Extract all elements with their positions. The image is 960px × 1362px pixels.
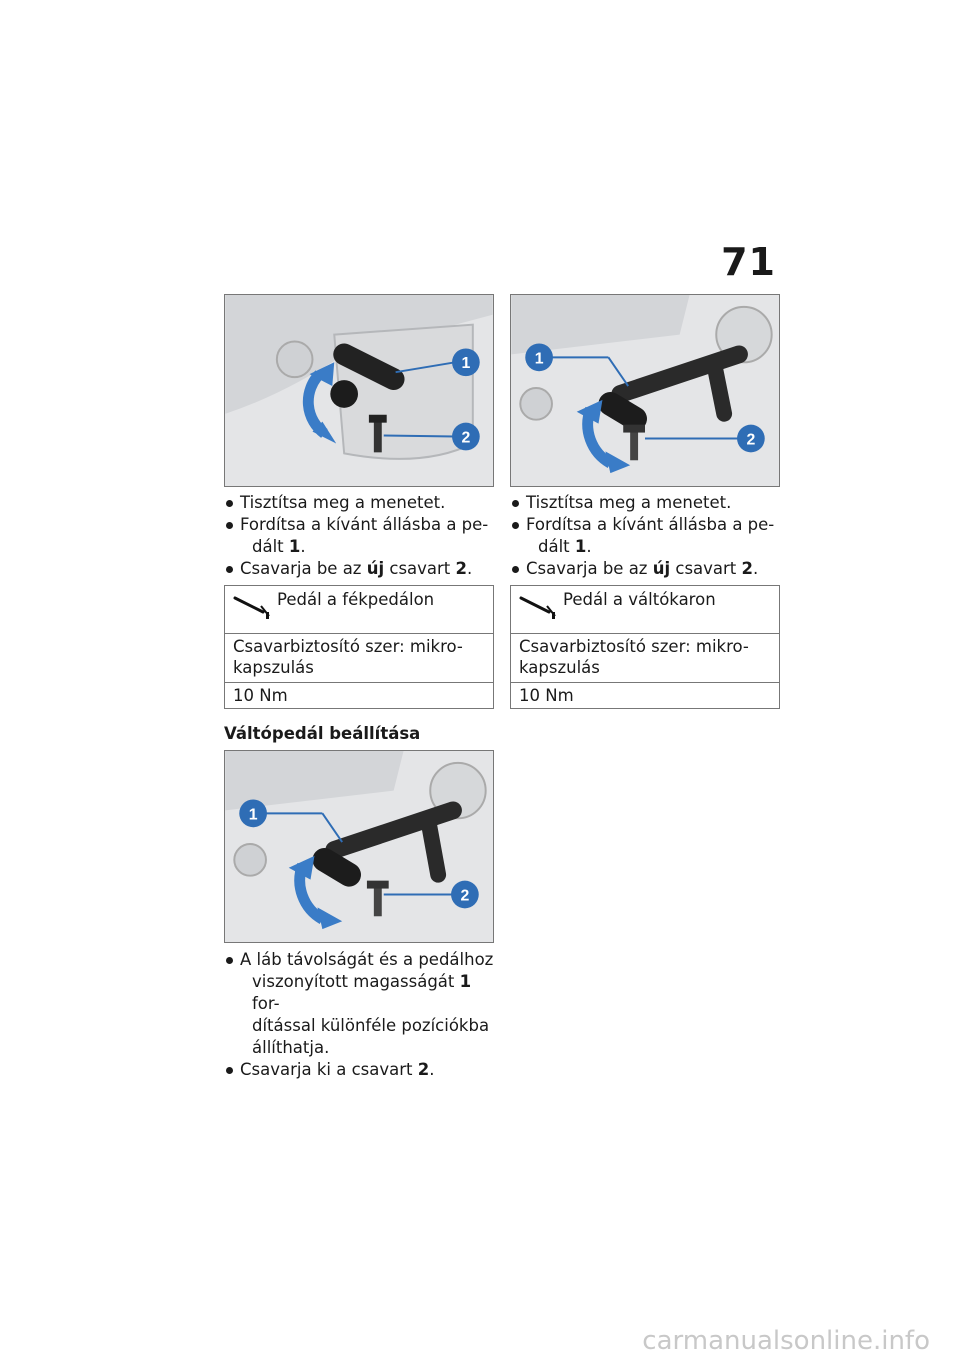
list-item: Csavarja ki a csavart 2. [224, 1059, 494, 1081]
callout-2-label: 2 [461, 429, 471, 447]
left-instructions [224, 492, 494, 580]
torque-wrench-icon [233, 594, 271, 620]
torque-title: Pedál a váltókaron [563, 590, 716, 609]
section-heading: Váltópedál beállítása [224, 724, 421, 743]
list-item: Fordítsa a kívánt állásba a pe- dált 1. [224, 514, 494, 558]
torque-title: Pedál a fékpedálon [277, 590, 435, 609]
callout-2-label: 2 [460, 887, 470, 905]
torque-value: 10 Nm [225, 682, 493, 708]
torque-spec-shift: Pedál a váltókaron Csavarbiztosító szer: mikro- kapszulás 10 Nm [510, 585, 780, 709]
adjust-instructions [224, 949, 494, 1081]
list-item: Tisztítsa meg a menetet. [224, 492, 494, 514]
list-item: Tisztítsa meg a menetet. [510, 492, 780, 514]
watermark: carmanualsonline.info [642, 1326, 930, 1356]
figure-shift-pedal-adjust [224, 750, 494, 943]
torque-value: 10 Nm [511, 682, 779, 708]
list-item: A láb távolságát és a pedálhoz viszonyított magasságát 1 for- dítással különféle pozíciókba állíthatja. [224, 949, 494, 1059]
torque-spec-brake: Pedál a fékpedálon Csavarbiztosító szer: mikro- kapszulás 10 Nm [224, 585, 494, 709]
callout-1-label: 1 [248, 806, 258, 824]
callout-2-label: 2 [746, 431, 756, 449]
right-instructions [510, 492, 780, 580]
figure-shift-lever [510, 294, 780, 487]
list-item: Fordítsa a kívánt állásba a pe- dált 1. [510, 514, 780, 558]
page-number: 71 [721, 240, 776, 284]
torque-compound: Csavarbiztosító szer: mikro- [233, 637, 463, 656]
list-item: Csavarja be az új csavart 2. [510, 558, 780, 580]
callout-1-label: 1 [461, 355, 471, 373]
torque-compound: Csavarbiztosító szer: mikro- [519, 637, 749, 656]
callout-1-label: 1 [534, 350, 544, 368]
list-item: Csavarja be az új csavart 2. [224, 558, 494, 580]
torque-wrench-icon [519, 594, 557, 620]
figure-brake-pedal [224, 294, 494, 487]
